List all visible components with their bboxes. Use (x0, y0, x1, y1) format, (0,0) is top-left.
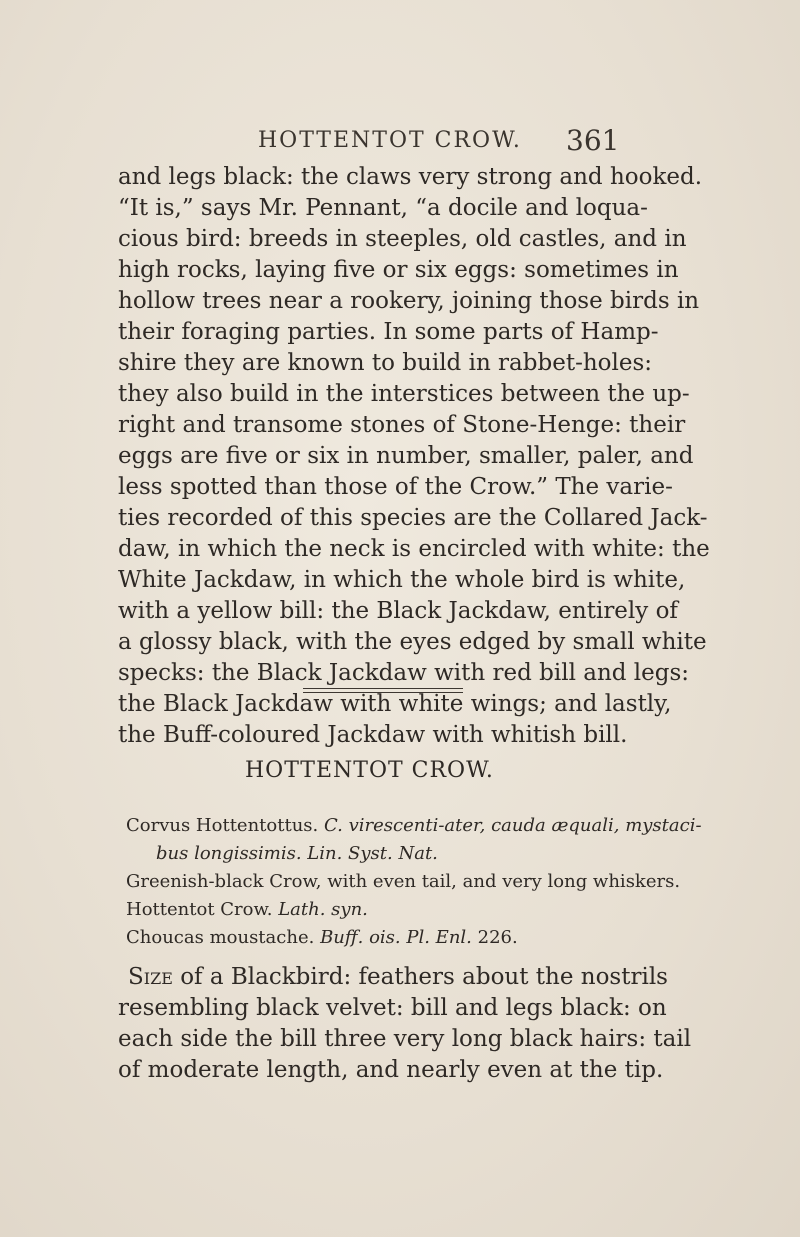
continuation-paragraph (118, 162, 710, 751)
synonym-reference: Buff. ois. (320, 927, 401, 948)
text-line: the Buff-coloured Jackdaw with whitish bill. (118, 722, 628, 748)
synonymy-block (126, 812, 702, 952)
text-line: less spotted than those of the Crow.” The varie- (118, 474, 673, 500)
synonym-name: Hottentot Crow. (126, 899, 273, 920)
running-title: HOTTENTOT CROW. (258, 128, 522, 153)
text-line: with a yellow bill: the Black Jackdaw, entirely of (118, 598, 678, 624)
synonym-reference: Lath. syn. (278, 899, 368, 920)
text-line: resembling black velvet: bill and legs black: on (118, 995, 667, 1021)
text-line: White Jackdaw, in which the whole bird is white, (118, 567, 686, 593)
text-line: each side the bill three very long black hairs: tail (118, 1026, 692, 1052)
section-divider (303, 688, 463, 693)
text-line: “It is,” says Mr. Pennant, “a docile and loqua- (118, 195, 648, 221)
text-line: their foraging parties. In some parts of Hamp- (118, 319, 659, 345)
size-word: Size (128, 964, 173, 990)
synonym-line (126, 812, 702, 840)
synonym-name: Choucas moustache. (126, 927, 315, 948)
text-line: right and transome stones of Stone-Henge: their (118, 412, 686, 438)
synonym-line: Greenish-black Crow, with even tail, and very long whiskers. (126, 871, 681, 892)
description-paragraph (118, 962, 692, 1086)
text-line: ties recorded of this species are the Collared Jack- (118, 505, 708, 531)
synonym-diagnosis: C. virescenti-ater, cauda æquali, mystaci- (324, 815, 702, 836)
page-number: 361 (566, 124, 620, 157)
text-line: a glossy black, with the eyes edged by small white (118, 629, 707, 655)
text-line: high rocks, laying five or six eggs: sometimes in (118, 257, 679, 283)
text-line: eggs are five or six in number, smaller, paler, and (118, 443, 694, 469)
synonym-name: Corvus Hottentottus. (126, 815, 319, 836)
text-line: they also build in the interstices between the up- (118, 381, 690, 407)
text-line: shire they are known to build in rabbet-holes: (118, 350, 653, 376)
synonym-line (126, 924, 646, 952)
text-line: cious bird: breeds in steeples, old castles, and in (118, 226, 687, 252)
text-line: the Black Jackdaw with white wings; and lastly, (118, 691, 672, 717)
text-fragment: of a Blackbird: feathers about the nostrils (180, 964, 668, 990)
synonym-reference: Pl. Enl. (406, 927, 472, 948)
synonym-line (126, 896, 646, 924)
synonym-reference: Lin. Syst. Nat. (307, 843, 438, 864)
section-heading: HOTTENTOT CROW. (245, 758, 494, 783)
plate-number: 226. (477, 927, 518, 948)
synonym-line (126, 840, 646, 868)
text-line: of moderate length, and nearly even at the tip. (118, 1057, 664, 1083)
text-line: daw, in which the neck is encircled with white: the (118, 536, 710, 562)
running-head (0, 124, 800, 158)
text-line (118, 962, 668, 993)
text-line: hollow trees near a rookery, joining those birds in (118, 288, 700, 314)
synonym-diagnosis: bus longissimis. (156, 843, 302, 864)
text-line: specks: the Black Jackdaw with red bill and legs: (118, 660, 690, 686)
text-line: and legs black: the claws very strong and hooked. (118, 164, 703, 190)
